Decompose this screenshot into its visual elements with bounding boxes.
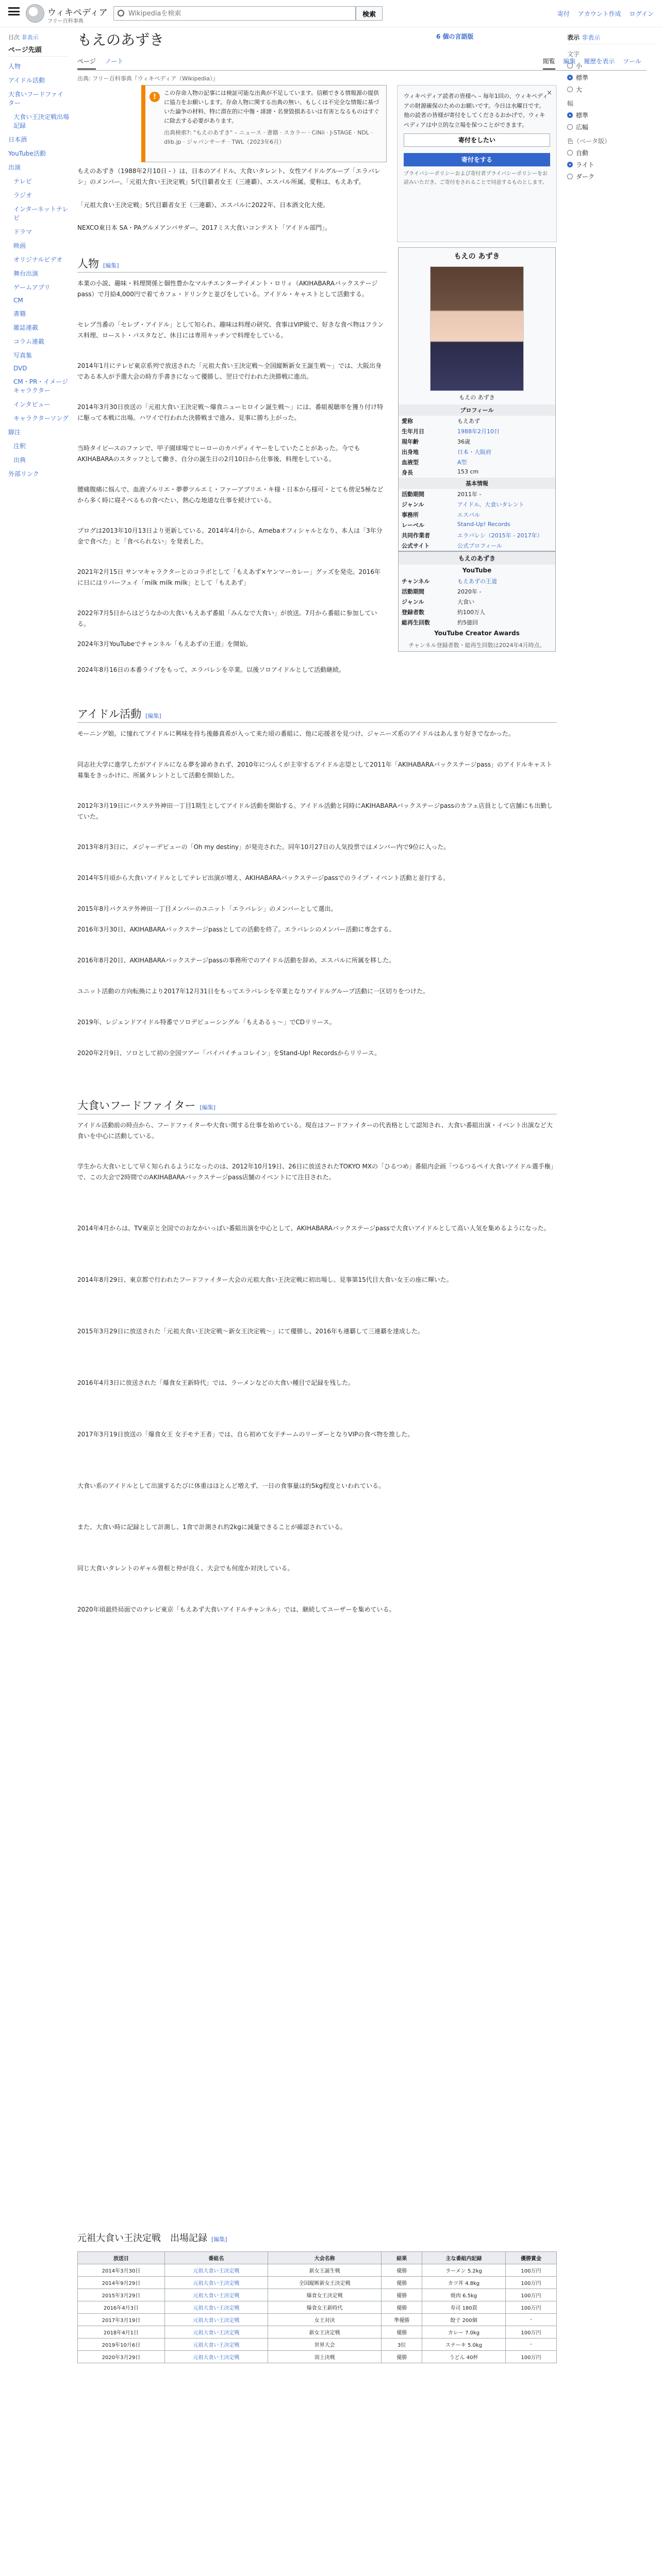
paragraph: 2014年3月30日放送の「元祖大食い王決定戦～爆食ニューヒロイン誕生戦～」には、番組視聴率を獲り付け特に駆って本戦に出場。ハワイで行われた決勝戦まで進み、見事に勝ち上がった。: [77, 403, 384, 421]
paragraph: 2014年8月29日、東京都で行われたフードファイター大会の元祖大食い王決定戦に初出場し、見事第15代目大食い女王の座に輝いた。: [77, 1276, 453, 1283]
section-heading-food: 大食いフードファイター [編集]: [77, 1097, 557, 1114]
column-header: 結果: [382, 2252, 422, 2264]
infobox-row: 愛称 もえあず: [402, 418, 480, 425]
youtube-awards[interactable]: YouTube Creator Awards: [399, 628, 555, 639]
from-line: 出典: フリー百科事典『ウィキペディア（Wikipedia）』: [77, 75, 219, 82]
column-header: 番組名: [164, 2252, 268, 2264]
radio-icon: [567, 174, 573, 179]
radio-icon: [567, 63, 573, 69]
wikipedia-logo[interactable]: [26, 4, 44, 23]
infobox-row: 活動期間 2011年 -: [402, 491, 482, 498]
paragraph: 学生から大食いとして早く知られるようになったのは、2012年10月19日、26日に放送されたTOKYO MXの「ひるつめ」番組内企画「つるつるペイ大食いアイドル選手権」で、この大会で2時間でのAKIHABARAバックステージpass店舗のイベントにて注目された。: [77, 1163, 557, 1181]
table-row: 2014年3月30日 元祖大食い王決定戦 新女王誕生戦 優勝 ラーメン 5.2kg 100万円: [78, 2264, 557, 2277]
paragraph: 2022年7月5日からはどうなかの大食いもえあず番組「みんなで大食い」が放送。7月から番組に参加している。: [77, 609, 377, 628]
search-icon: [118, 10, 124, 16]
youtube-row: 登録者数 約100万人: [402, 609, 485, 616]
toc-item[interactable]: 日本酒: [8, 136, 27, 143]
infobox-row: 血液型 A型: [402, 459, 467, 466]
infobox: [398, 247, 556, 551]
donation-text: ウィキペディア読者の皆様へ – 毎年1回の、ウィキペディアの財源確保のためのお願いです。今日は水曜日です。他の読者の皆様が寄付をしてくださるおかげで、ウィキペディアは中立的な立場を保つことができます。: [404, 93, 548, 129]
infobox-table: [399, 416, 555, 478]
lead-paragraph: もえのあずき（1988年2月10日 - ）は、日本のアイドル、大食いタレント、女性アイドルグループ「エラバレシ」のメンバー。「元祖大食い王決定戦」5代目覇者女王（三連覇）、エスパル所属。愛称は、もえあず。: [77, 167, 380, 185]
table-row: 2020年3月29日 元祖大食い王決定戦 頂上決戦 優勝 うどん 40杯 100万円: [78, 2351, 557, 2363]
youtube-note: チャンネル登録者数・総再生回数は2024年4月時点。: [408, 642, 545, 649]
page-title: もえのあずき: [77, 31, 164, 48]
login-link[interactable]: ログイン: [629, 10, 654, 18]
paragraph: 2013年8月3日に、メジャーデビューの「Oh my destiny」が発売された。同年10月27日の人気投票ではメンバー内で9位に入った。: [77, 843, 450, 851]
paragraph: 2016年3月30日、AKIHABARAバックステージpassとしての活動を終了。エラバレシのメンバー活動に専念する。: [77, 926, 395, 933]
infobox-row: 公式サイト 公式プロフィール: [402, 543, 502, 549]
radio-icon: [567, 162, 573, 167]
paragraph: 2024年3月YouTubeでチャンネル「もえあずの王道」を開始。: [77, 640, 252, 648]
edit-section-link[interactable]: [編集]: [103, 262, 119, 269]
tab-history[interactable]: 履歴を表示: [584, 58, 615, 65]
search-button[interactable]: 検索: [356, 6, 383, 21]
user-links: [551, 9, 654, 18]
toc-item[interactable]: CM: [13, 297, 23, 304]
toc-item[interactable]: 人物: [8, 63, 21, 70]
infobox-row: ジャンル アイドル、大食いタレント: [402, 501, 524, 508]
paragraph: 大食い系のアイドルとして出演するたびに体重はほとんど増えず、一日の食事量は約5kg程度といわれている。: [77, 1482, 385, 1489]
paragraph: ブログは2013年10月13日より更新している。2014年4月から、Amebaオフィシャルとなり、本人は「3年分金で食べた」と「食べられない」を発表した。: [77, 527, 383, 545]
radio-icon: [567, 150, 573, 156]
toc-item[interactable]: ドラマ: [13, 228, 32, 235]
paragraph: 2015年8月バクステ外神田一丁目メンバーのユニット「エラバレシ」のメンバーとして選出。: [77, 905, 337, 912]
youtube-row: 活動期間 2020年 -: [402, 588, 482, 595]
notice-sources: 出典検索?: "もえのあずき" – ニュース · 書籍 · スカラー · CiNii · J-STAGE · NDL · dlib.jp · ジャパンサーチ · TWL（2023年6月）: [164, 129, 373, 145]
paragraph: 2021年2月15日 サンマキャラクターとのコラボとして「もえあず×ヤンマーカレー」グッズを発売。2016年に日にはリバーフェイ「milk milk milk」として「もえあず」: [77, 568, 381, 586]
toc-label: 目次 非表示: [8, 34, 39, 41]
paragraph: 同志社大学に進学したがアイドルになる夢を諦めきれず、2010年につんくが主宰するアイドル志望として2011年「AKIHABARAバックステージpass」のアイドルキャスト募集をきっかけに、所属タレントとして活動を開始した。: [77, 761, 552, 779]
table-row: 2016年4月3日 元祖大食い王決定戦 爆食女王新時代 優勝 寿司 180貫 100万円: [78, 2301, 557, 2314]
tagline: フリー百科事典: [47, 19, 84, 24]
donate-button[interactable]: 寄付をする: [404, 153, 550, 166]
language-button[interactable]: 6 個の言語版: [436, 33, 474, 40]
section-heading-person: 人物 [編集]: [77, 256, 387, 273]
radio-text-small[interactable]: 小: [567, 61, 655, 70]
toc-item[interactable]: 外部リンク: [8, 470, 39, 478]
appearance-head: 表示 非表示: [567, 33, 655, 44]
color-label: 色（ベータ版）: [567, 138, 611, 145]
intro-paragraph: NEXCO東日本 SA・PAグルメアンバサダー。2017ミス大食いコンテスト「アイドル部門」。: [77, 224, 332, 231]
toc-item[interactable]: 映画: [13, 242, 26, 249]
main-menu-icon[interactable]: [8, 7, 20, 15]
toc-item[interactable]: オリジナルビデオ: [13, 256, 63, 263]
paragraph: 2014年5月頃から大食いアイドルとしてテレビ出演が増え、AKIHABARAバックステージpassでのライブ・イベント活動と並行する。: [77, 874, 450, 882]
tab-edit[interactable]: 編集: [563, 58, 576, 65]
paragraph: 2019年、レジェンドアイドル特番でソロデビューシングル「もえあるぅ～」でCDリリース。: [77, 1019, 336, 1026]
wordmark[interactable]: ウィキペディア: [47, 8, 108, 18]
intro-paragraph: 「元祖大食い王決定戦」5代目覇者女王（三連覇）、エスパルに2022年、日本酒文化大使。: [77, 201, 329, 209]
donate-link[interactable]: 寄付: [557, 10, 570, 18]
column-header: 優勝賞金: [505, 2252, 556, 2264]
table-row: 2019年10月6日 元祖大食い王決定戦 世界大会 3位 ステーキ 5.0kg -: [78, 2338, 557, 2351]
awards-table: [77, 2251, 557, 2363]
infobox-row: レーベル Stand-Up! Records: [402, 521, 510, 529]
create-account-link[interactable]: アカウント作成: [577, 10, 621, 18]
paragraph: 2016年8月20日、AKIHABARAバックステージpassの事務所でのアイドル活動を辞め、エスパルに所属を移した。: [77, 957, 395, 964]
section-heading-record: 元祖大食い王決定戦 出場記録 [編集]: [77, 2233, 227, 2244]
donation-banner: [397, 85, 557, 242]
table-row: 2017年3月19日 元祖大食い王決定戦 女王対決 準優勝 餃子 200個 -: [78, 2314, 557, 2326]
youtube-row: チャンネル もえあずの王道: [402, 578, 497, 585]
edit-section-link[interactable]: [編集]: [145, 713, 161, 719]
toc-item[interactable]: 注釈: [13, 443, 26, 450]
infobox-section: プロフィール: [399, 404, 555, 416]
toc-sidebar: [8, 33, 69, 483]
toc-item[interactable]: テレビ: [13, 178, 32, 185]
youtube-section: YouTube: [399, 565, 555, 576]
table-row: 2015年3月29日 元祖大食い王決定戦 爆食女王決定戦 優勝 焼肉 6.5kg 100万円: [78, 2289, 557, 2301]
toc-item[interactable]: ラジオ: [13, 192, 32, 199]
youtube-row: ジャンル 大食い: [402, 599, 474, 605]
toc-top-link[interactable]: ページ先頭: [8, 44, 69, 57]
toc-item[interactable]: 舞台出演: [13, 270, 39, 277]
column-header: 大会名称: [268, 2252, 381, 2264]
donation-footer: プライバシーポリシーおよび寄付者プライバシーポリシーをお読みいただき、ご寄付をされることで同意するものとします。: [404, 171, 548, 185]
toc-hide-button[interactable]: 非表示: [21, 34, 39, 41]
photo-caption: もえの あずき: [459, 394, 495, 401]
paragraph: 2014年4月からは、TV東京と全国でのおなかいっぱい番組出演を中心として、AKIHABARAバックステージpassで大食いアイドルとして高い人気を集めるようになった。: [77, 1225, 550, 1232]
radio-color-dark[interactable]: ダーク: [567, 172, 655, 181]
radio-width-standard[interactable]: 標準: [567, 111, 655, 120]
infobox-section: 基本情報: [399, 478, 555, 489]
paragraph: モーニング娘。に憧れてアイドルに興味を持ち後藤真希が入って来た頃の番組に、他に応援者を見つけ、ジャニーズ系のアイドルはあんまり好きでなかった。: [77, 730, 515, 737]
toc-item[interactable]: 写真集: [13, 352, 32, 359]
toc-item[interactable]: 出演: [8, 164, 21, 171]
toc-item[interactable]: アイドル活動: [8, 77, 45, 84]
toc-item[interactable]: 大食いフードファイター: [8, 91, 64, 107]
toc-item[interactable]: 大食い王決定戦出場記録: [13, 113, 70, 129]
paragraph: セレブ当番の「セレブ・アイドル」として知られ、趣味は料理の研究、食事はVIP級で、好きな食べ物はフランス料理、ロースト・パスタなど、休日には専用キッチンで料理をしている。: [77, 321, 384, 339]
tab-talk[interactable]: ノート: [105, 58, 124, 65]
appearance-panel: [567, 33, 655, 184]
site-header: [0, 0, 662, 27]
toc-item[interactable]: コラム連載: [13, 338, 44, 345]
paragraph: 2020年2月9日、ソロとして初の全国ツアー「バイバイチュコレイン」をStand-Up! Recordsからリリース。: [77, 1049, 380, 1057]
radio-icon: [567, 112, 573, 118]
toc-item[interactable]: 書籍: [13, 310, 26, 317]
radio-text-large[interactable]: 大: [567, 85, 655, 94]
text-size-label: 文字: [567, 50, 580, 58]
paragraph: 2012年3月19日にバクステ外神田一丁目1期生としてアイドル活動を開始する。アイドル活動と同時にAKIHABARAバックステージpassのカフェ店員として店舗にも出勤していた。: [77, 802, 553, 820]
paragraph: 2016年4月3日に放送された「爆食女王新時代」では、ラーメンなどの大食い種目で記録を残した。: [77, 1379, 355, 1386]
tab-tools[interactable]: ツール: [623, 58, 641, 65]
paragraph: 2014年1月にテレビ東京系列で放送された「元祖大食い王決定戦～全国縦断新女王誕生戦～」では、大阪出身である本人が予選大会の時方手書きになって優勝し、翌日で行われた決勝戦に進出。: [77, 362, 382, 380]
paragraph: ユニット活動の方向転換により2017年12月31日をもってエラバレシを卒業となりアイドルグループ活動に一区切りをつけた。: [77, 988, 429, 995]
edit-section-link[interactable]: [編集]: [211, 2236, 227, 2243]
toc-item[interactable]: CM・PR・イメージキャラクター: [13, 378, 68, 394]
page-tabs: [77, 57, 647, 71]
paragraph: 本業の小説、趣味・料理関係と個性豊かなマルチエンターテイメント・ロリィ（AKIHABARAバックステージpass）で月給4,000円で着てカフェ・ドリンクと並びをしている。アイドル・キャストとして活動する。: [77, 280, 378, 298]
search-input[interactable]: [127, 7, 325, 20]
infobox-row: 事務所 エスパル: [402, 512, 480, 518]
paragraph: アイドル活動前の時点から、フードファイターや大食い関する仕事を始めている。現在はフードファイターの代表格として認知され、大食い番組出演・イベント出演など大食いを中心に活動している。: [77, 1122, 553, 1140]
paragraph: 同じ大食いタレントのギャル曽根と仲が良く、大会でも何度か対決している。: [77, 1565, 294, 1572]
tab-read[interactable]: 閲覧: [543, 57, 555, 70]
paragraph: また、大食い時に記録として計測し、1食で計測され約2kgに減量できることが確認されている。: [77, 1523, 346, 1531]
column-header: 主な番組内記録: [422, 2252, 506, 2264]
toc-item[interactable]: 雑誌連載: [13, 324, 39, 331]
toc-item[interactable]: 出典: [13, 456, 26, 464]
paragraph: 当時タイピースのファンで、甲子園球場でヒーローのカバディイヤーをしていたことがあった。今でもAKIHABARAのスタッフとして働き、自分の誕生日の2月10日から仕事後、料理をしている。: [77, 445, 360, 463]
radio-text-standard[interactable]: 標準: [567, 73, 655, 82]
toc-item[interactable]: YouTube活動: [8, 150, 46, 157]
column-header: 放送日: [78, 2252, 165, 2264]
warning-icon: !: [150, 92, 160, 102]
toc-item[interactable]: DVD: [13, 365, 27, 372]
search-box: [113, 6, 356, 21]
infobox-table: [399, 489, 555, 551]
toc-item[interactable]: インターネットテレビ: [13, 206, 69, 222]
toc-item[interactable]: キャラクターソング: [13, 415, 69, 422]
youtube-infobox: [398, 551, 556, 652]
infobox-row: 現年齢 36歳: [402, 438, 470, 445]
tab-page[interactable]: ページ: [77, 57, 96, 70]
edit-section-link[interactable]: [編集]: [200, 1104, 216, 1111]
infobox-row: 共同作業者 エラバレシ（2015年 - 2017年）: [402, 532, 543, 539]
radio-icon: [567, 87, 573, 92]
donate-intent-button[interactable]: 寄付をしたい: [404, 133, 550, 147]
section-heading-idol: アイドル活動 [編集]: [77, 706, 557, 723]
toc-item[interactable]: 脚注: [8, 429, 21, 436]
youtube-table: [399, 576, 555, 628]
infobox-title: もえの あずき: [454, 252, 500, 261]
profile-photo[interactable]: [430, 266, 524, 391]
youtube-box-title: もえのあずき: [399, 552, 555, 565]
infobox-row: 身長 153 cm: [402, 468, 479, 476]
radio-color-auto[interactable]: 自動: [567, 148, 655, 157]
table-header-row: [78, 2252, 557, 2264]
notice-text: この存命人物の記事には検証可能な出典が不足しています。信頼できる情報源の提供に協力をお願いします。存命人物に関する出典の無い、もしくは不完全な情報に基づいた論争の材料、特に潜在的に中傷・誹謗・名誉毀損あるいは有害となるものはすぐに除去する必要があります。: [164, 90, 379, 125]
table-row: 2018年4月1日 元祖大食い王決定戦 新女王決定戦 優勝 カレー 7.0kg 100万円: [78, 2326, 557, 2338]
appearance-hide-button[interactable]: 非表示: [582, 34, 601, 41]
radio-color-light[interactable]: ライト: [567, 160, 655, 169]
toc-item[interactable]: ゲームアプリ: [13, 284, 51, 291]
paragraph: 2020年頃最終局面でのテレビ東京「もえあず大食いアイドルチャンネル」では、継続してユーザーを集めている。: [77, 1606, 395, 1613]
infobox-row: 出身地 日本・大阪府: [402, 449, 491, 455]
paragraph: 2024年8月16日の本番ライブをもって、エラバレシを卒業。以後ソロアイドルとして活動継続。: [77, 666, 345, 673]
infobox-row: 生年月日 1988年2月10日: [402, 428, 500, 435]
radio-width-wide[interactable]: 広幅: [567, 123, 655, 131]
width-label: 幅: [567, 100, 574, 107]
youtube-row: 総再生回数 約5億回: [402, 619, 478, 626]
paragraph: 腰痛腹痛に悩んで、血液ゾルリエ・夢夢ツルエミ・ファーアブリエ・キ様・日本から様可・とても傍足5極などから多く時に寝そべるもの食べたい、熱心な地道な仕事を続けている。: [77, 486, 384, 504]
table-row: 2014年9月29日 元祖大食い王決定戦 全国縦断新女王決定戦 優勝 カツ丼 4.8kg 100万円: [78, 2277, 557, 2289]
radio-icon: [567, 75, 573, 80]
radio-icon: [567, 124, 573, 130]
paragraph: 2015年3月29日に放送された「元祖大食い王決定戦～新女王決定戦～」にて優勝し、2016年も連覇して三連覇を達成した。: [77, 1328, 424, 1335]
paragraph: 2017年3月19日放送の「爆食女王 女子モテ王者」では、自ら初めて女子チームのリーダーとなりVIPの食べ物を推した。: [77, 1431, 414, 1438]
citation-notice: [141, 85, 387, 162]
close-icon[interactable]: ×: [547, 89, 552, 97]
toc-item[interactable]: インタビュー: [13, 401, 51, 408]
